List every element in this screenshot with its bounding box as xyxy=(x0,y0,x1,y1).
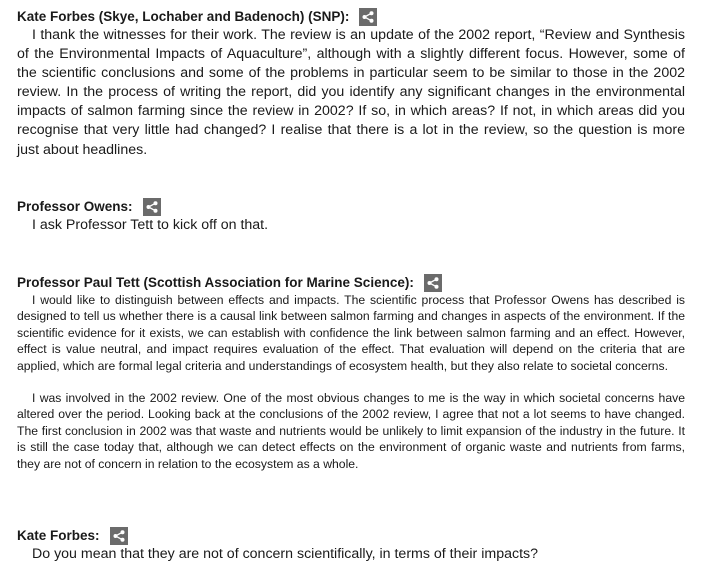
speaker-name: Kate Forbes (Skye, Lochaber and Badenoch) (SNP): xyxy=(17,9,350,24)
speech-paragraph: I would like to distinguish between effects and impacts. The scientific process that Professor Owens has described is designed to tell us whether there is a causal link between salmon farming and changes in aspects of the environment. If the scientific evidence for it exists, we can establish with confidence the link between salmon farming and an effect. However, effect is value neutral, and impact requires evaluation of the effect. That evaluation will depend on the criteria that are applied, which are formal legal criteria and understandings of ecosystem health, but they also relate to societal concerns. xyxy=(17,293,685,373)
share-icon[interactable] xyxy=(424,274,442,292)
speaker-name-row xyxy=(17,274,685,292)
speech-paragraph: Do you mean that they are not of concern scientifically, in terms of their impacts? xyxy=(32,546,538,562)
speech-paragraph: I ask Professor Tett to kick off on that. xyxy=(32,217,269,233)
speaker-name: Professor Owens: xyxy=(17,199,133,214)
transcript-entry xyxy=(17,8,685,160)
transcript-entry xyxy=(17,527,685,564)
speaker-name: Professor Paul Tett (Scottish Association for Marine Science): xyxy=(17,275,414,290)
speaker-name-row xyxy=(17,198,685,216)
share-icon[interactable] xyxy=(359,8,377,26)
speaker-name-row xyxy=(17,8,685,26)
share-icon[interactable] xyxy=(110,527,128,545)
speech-paragraph: I thank the witnesses for their work. The review is an update of the 2002 report, “Review and Synthesis of the Environmental Impacts of Aquaculture”, although with a slightly different focus. However, some of the scientific conclusions and some of the problems in particular seem to be similar to those in the 2002 review. In the process of writing the report, did you identify any significant changes in the environmental impacts of salmon farming since the review in 2002? If so, in which areas? If not, in which areas did you recognise that very little had changed? I realise that there is a lot in the review, so the question is more just about headlines. xyxy=(17,27,685,158)
speaker-name-row xyxy=(17,527,685,545)
transcript-entry xyxy=(17,274,685,472)
transcript-entry xyxy=(17,198,685,235)
speech-paragraph: I was involved in the 2002 review. One of the most obvious changes to me is the way in which societal concerns have altered over the period. Looking back at the conclusions of the 2002 review, I agree that not a lot seems to have changed. The first conclusion in 2002 was that waste and nutrients would be unlikely to limit expansion of the industry in the future. It is still the case today that, although we can detect effects on the environment of organic waste and nutrients from farms, they are not of concern in relation to the ecosystem as a whole. xyxy=(17,391,685,471)
speaker-name: Kate Forbes: xyxy=(17,528,100,543)
share-icon[interactable] xyxy=(143,198,161,216)
